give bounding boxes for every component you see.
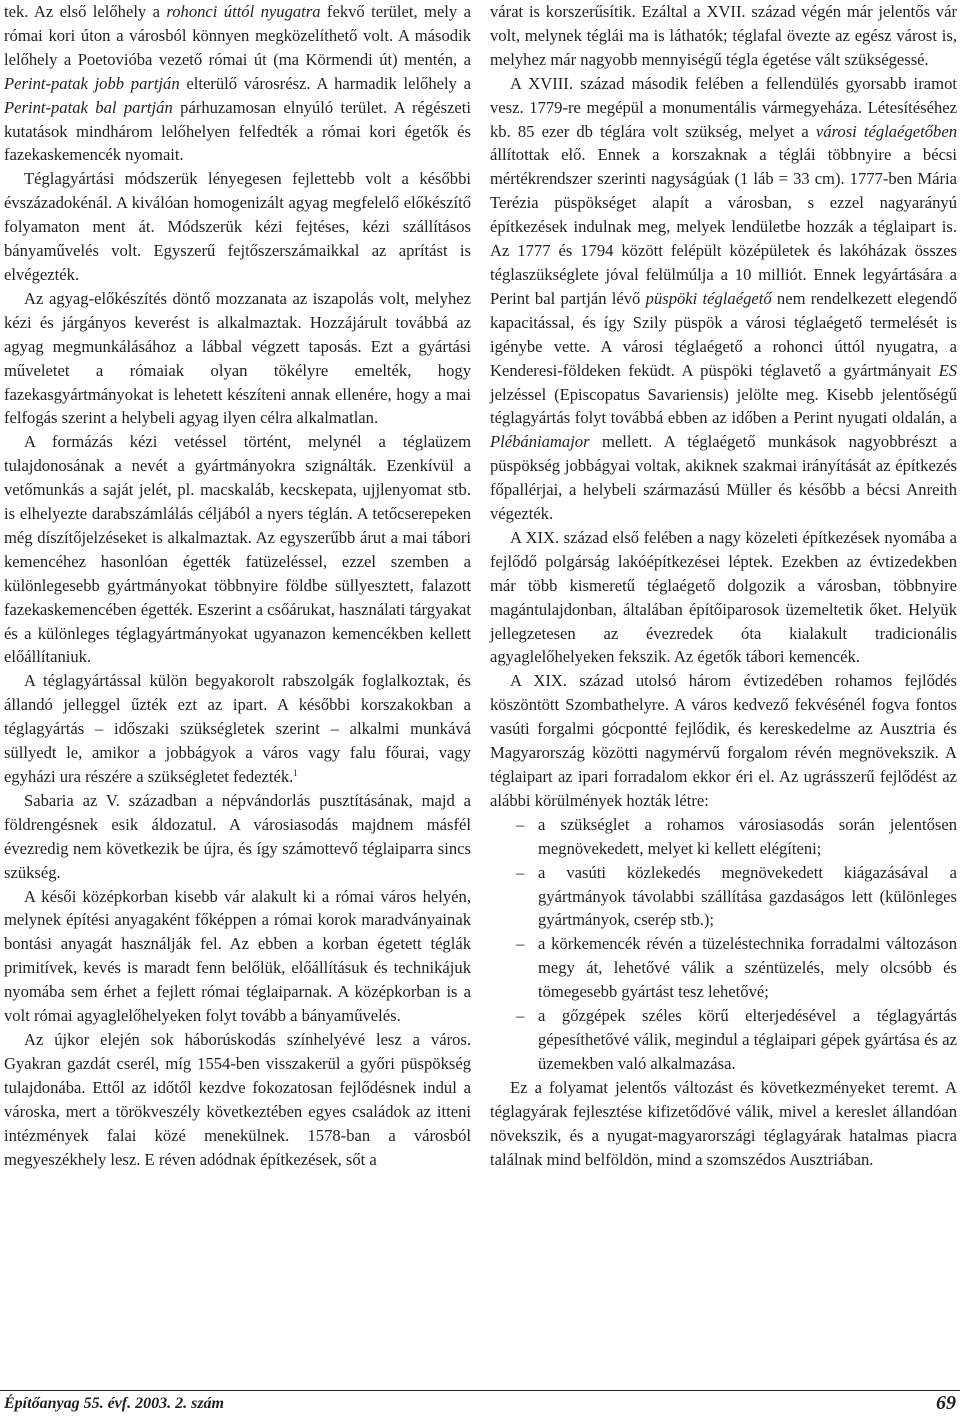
paragraph-sabaria: Sabaria az V. században a népvándorlás pusztításának, majd a földrengésnek esik áldozatul. A városiasodás majdnem másfél évezredig nem következik be újra, és így számottevő téglaiparra sincs szükség. <box>4 790 471 882</box>
paragraph-formazas: A formázás kézi vetéssel történt, melynél a téglaüzem tulajdonosának a nevét a gyártmányokra szignálták. Ezenkívül a vetőmunkás a saját jelét, pl. macskaláb, kecskepata, ujjlenyomat stb. is elhelyezte darabszámlálás céljából a nyers téglán. A tetőcserepeken még díszítőjelzéseket is alkalmaztak. Az egyszerűbb árut a mai tábori kemencéhez hasonlóan égették fatüzeléssel, ezzel szemben a különlegesebb gyártmányokat többnyire földbe süllyesztett, falazott fazekaskemencében égették. Eszerint a csőárukat, használati tárgyakat és a különleges téglagyártmányokat ugyanazon kemencékben kellett előállítaniuk. <box>4 432 471 667</box>
paragraph-ujkor: Az újkor elején sok háborúskodás színhelyévé lesz a város. Gyakran gazdát cserél, míg 1554-ben visszakerül a győri püspökség tulajdonába. Ettől az időtől kezdve fokozatosan fejlődésnek indul a városka, mert a törökveszély következtében egyes családok az itteni intézmények falai közé menekülnek. 1578-ban a városból megyeszékhely lesz. E réven adódnak építkezések, sőt a <box>4 1029 471 1169</box>
emphasis: Perint-patak bal partján <box>4 97 173 117</box>
page-footer <box>0 1390 960 1417</box>
paragraph-xix-szazad-elso-fele: A XIX. század első felében a nagy közeleti építkezések nyomába a fejlődő polgárság lakóépítkezései léptek. Ezekben az évtizedekben már több kismeretű téglaégető dolgozik a városban, többnyire magántulajdonban, általában építőiparosok üzemeltetik őket. Helyük jellegzetesen az évezredek óta kialakult tradicionális agyaglelőhelyeken fekszik. Az égetők tábori kemencék. <box>490 527 957 667</box>
list-item: – a körkemencék révén a tüzeléstechnika forradalmi változáson megy át, lehetővé válik a széntüzelés, mely olcsóbb és tömegesebb gyártást tesz lehetővé; <box>516 934 957 1002</box>
dash-bullet: – <box>516 934 525 954</box>
emphasis: Perint-patak jobb partján <box>4 73 180 93</box>
paragraph-lelohelyek: tek. Az első lelőhely a rohonci úttól nyugatra fekvő terület, mely a római kori úton a városból könnyen megközelíthető volt. A második lelőhely a Poetovióba vezető római út (ma Körmendi út) mentén, a Perint-patak jobb partján elterülő városrész. A harmadik lelőhely a Perint-patak bal partján párhuzamosan elnyúló terület. A régészeti kutatások mindhárom lelőhelyen felfedték a római kori égetők és fazekaskemencék nyomait. <box>4 2 471 165</box>
left-column <box>4 0 471 1171</box>
list-item: – a vasúti közlekedés megnövekedett kiágazásával a gyártmányok távolabbi szállítása gazdaságos lett (különleges gyártmányok, cserép stb.); <box>516 862 957 930</box>
paragraph-agyag-elokeszites: Az agyag-előkészítés döntő mozzanata az iszapolás volt, melyhez kézi és járgányos keverést is alkalmaztak. Hozzájárult továbbá az agyag megmunkálásához a lábbal végzett taposás. Ezt a gyártási műveletet a rómaiak olyan tökélyre emelték, hogy fazekasgyártmányokat is lehetett készíteni annak ellenére, hogy a mai felfogás szerint a helybeli agyag ilyen célra alkalmatlan. <box>4 288 471 428</box>
paragraph-modszer: Téglagyártási módszerük lényegesen fejlettebb volt a későbbi évszázadokénál. A kiválóan homogenizált agyag megfelelő előkészítő folyamaton ment át. Módszerük kézi fejtéses, kézi szállításos bányaművelés volt. Egyszerű fejtőszerszámaikkal az aprítást is elvégezték. <box>4 169 471 284</box>
list-item: – a gőzgépek széles körű elterjedésével a téglagyártás gépesíthetővé válik, megindul a téglaipari gépek gyártása és az üzemekben való alkalmazása. <box>516 1006 957 1073</box>
condition-list <box>490 813 957 1076</box>
emphasis: városi téglaégetőben <box>815 121 957 141</box>
paragraph-kovetkezmenyek: Ez a folyamat jelentős változást és következményeket teremt. A téglagyárak fejlesztése kifizetődővé válik, mivel a kereslet állandóan növekszik, és a nyugat-magyarországi téglagyárak hatalmas piacra találnak mind belföldön, mind a szomszédos Ausztriában. <box>490 1077 957 1169</box>
emphasis: ES <box>938 360 957 380</box>
dash-bullet: – <box>516 814 525 834</box>
emphasis: püspöki téglaégető <box>645 288 772 308</box>
right-column <box>490 0 957 1171</box>
dash-bullet: – <box>516 862 525 882</box>
page-number: 69 <box>936 1392 956 1414</box>
dash-bullet: – <box>516 1006 525 1026</box>
list-item: – a szükséglet a rohamos városiasodás során jelentősen megnövekedett, melyet ki kellett elégíteni; <box>516 814 957 858</box>
emphasis: rohonci úttól nyugatra <box>166 2 321 21</box>
emphasis: Plébániamajor <box>490 432 590 452</box>
journal-citation: Építőanyag 55. évf. 2003. 2. szám <box>4 1395 224 1412</box>
paragraph-xix-szazad-utolso: A XIX. század utolsó három évtizedében rohamos fejlődés köszöntött Szombathelyre. A város kedvező fekvésénél fogva fontos vasúti forgalmi gócpontté fejlődik, és kereskedelme az Ausztria és Magyarország közötti nagymérvű forgalom révén megnövekszik. A téglaipart az ipari forradalom ekkor éri el. Az ugrásszerű fejlődést az alábbi körülmények hozták létre: <box>490 671 957 810</box>
paragraph-rabszolgak: A téglagyártással külön begyakorolt rabszolgák foglalkoztak, és állandó jelleggel űzték ezt az ipart. A későbbi korszakokban a téglagyártás – időszaki szükségletek szerint – alkalmi munkává süllyedt le, amikor a jobbágyok a város vagy falu főurai, vagy egyházi ura részére a szükségletet fedezték.$^1$ <box>4 671 471 786</box>
paragraph-var: várat is korszerűsítik. Ezáltal a XVII. század végén már jelentős vár volt, melynek téglái ma is láthatók; téglafal övezte az egész várost is, melyhez már nagyobb mennyiségű tégla égetése vált szükségessé. <box>490 2 957 69</box>
paragraph-kozepkor: A késői középkorban kisebb vár alakult ki a római város helyén, melynek építési anyagaként főképpen a római korok maradványainak bontási anyagát használják fel. Az ebben a korban égetett téglák primitívek, kevés is maradt fenn belőlük, előállításuk és technikájuk nyomába sem érhet a fejlett római téglaiparnak. A középkorban is a volt római agyaglelőhelyeken folyt tovább a bányaművelés. <box>4 886 471 1026</box>
paragraph-xviii-szazad: A XVIII. század második felében a fellendülés gyorsabb iramot vesz. 1779-re megépül a monumentális vármegyeháza. Létesítéséhez kb. 85 ezer db téglára volt szükség, melyet a városi téglaégetőben állítottak elő. Ennek a korszaknak a téglái többnyire a bécsi mértékrendszer szerinti nagyságúak (1 láb = 33 cm). 1777-ben Mária Terézia püspökséget alapít a városban, s ezzel nagyarányú építkezések indulnak meg, melyek lendületbe hozzák a téglaipart is. Az 1777 és 1794 között felépült középületek és lakóházak összes téglaszükséglete jóval felülmúlja a 10 milliót. Ennek legyártására a Perint bal partján lévő püspöki téglaégető nem rendelkezett elegendő kapacitással, és így Szily püspök a városi téglaégető termelését is igénybe vette. A városi téglaégető a rohonci úttól nyugatra, a Kenderesi-földeken feküdt. A püspöki téglavető a gyártmányait ES jelzéssel (Episcopatus Savariensis) jelölte meg. Kisebb jelentőségű téglagyártás folyt továbbá ebben az időben a Perint nyugati oldalán, a Plébániamajor mellett. A téglaégető munkások nagyobbrészt a püspökség jobbágyai voltak, akiknek szakmai irányítását az építkezés főpallérjai, a helybeli származású Müller és később a bécsi Anreith végezték. <box>490 73 957 524</box>
footnote-marker: 1 <box>293 768 298 778</box>
